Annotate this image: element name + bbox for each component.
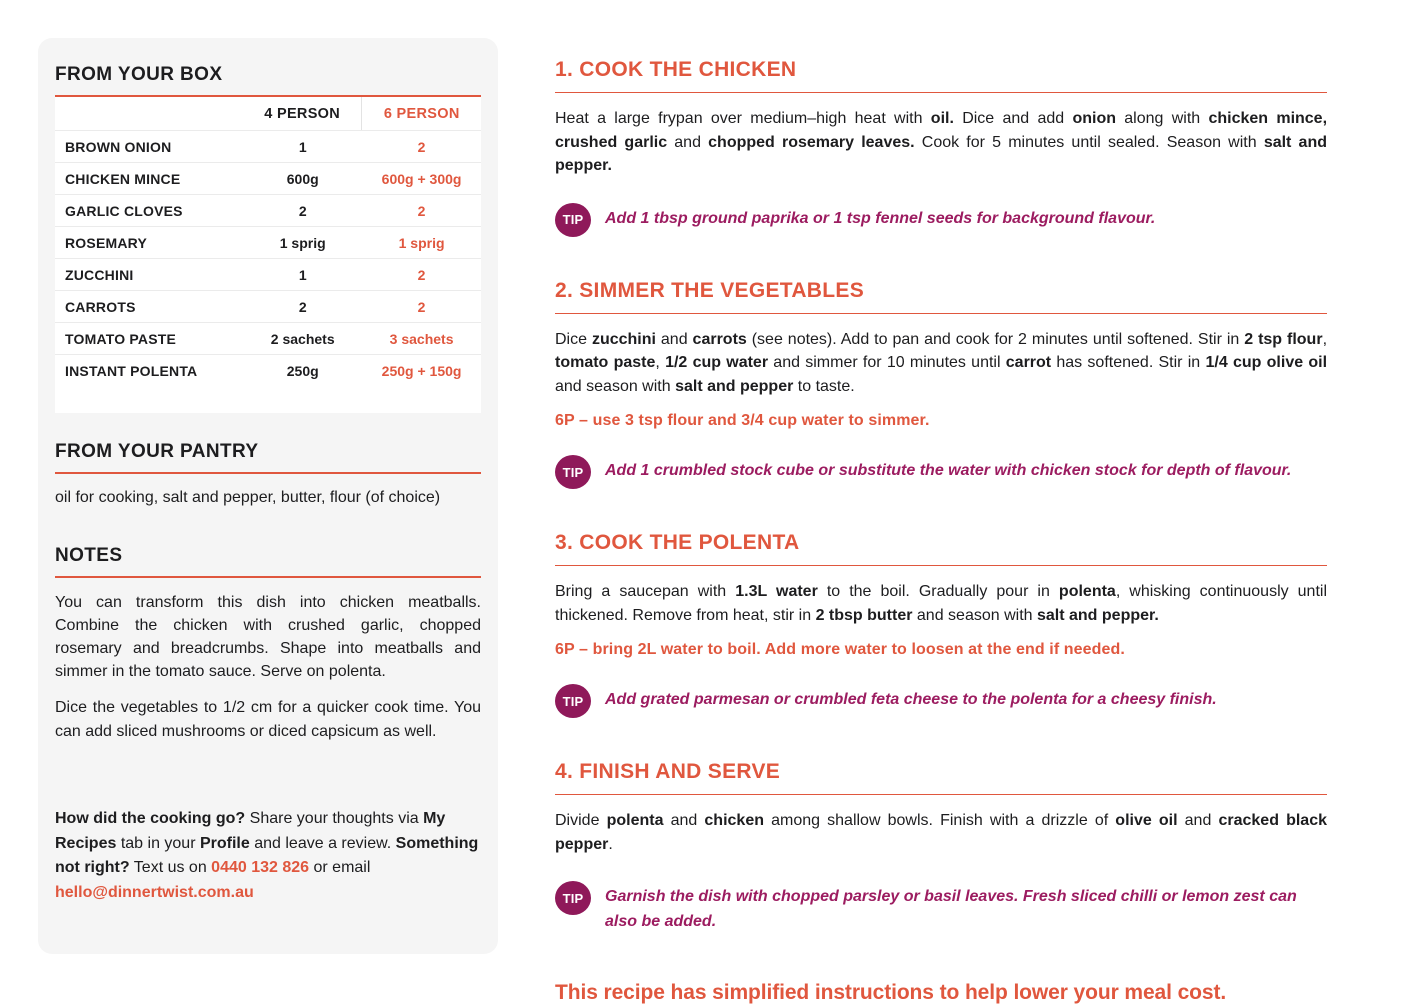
ingredients-table <box>55 97 481 413</box>
notes-paragraph: You can transform this dish into chicken meatballs. Combine the chicken with crushed garlic, chopped rosemary and breadcrumbs. Shape into meatballs and simmer in the tomato sauce. Serve on polenta. <box>55 593 481 681</box>
text-segment: carrot <box>1005 354 1052 372</box>
text-segment: Divide <box>555 812 607 830</box>
tip-badge-icon: TIP <box>555 203 591 237</box>
step-3-body <box>555 580 1327 627</box>
qty-4-person: 600g <box>286 170 319 187</box>
table-row <box>55 226 481 258</box>
text-segment: or email <box>309 859 371 877</box>
tip-badge-icon: TIP <box>555 881 591 915</box>
qty-4-person: 2 sachets <box>270 330 335 347</box>
text-segment: oil. <box>930 110 954 127</box>
text-segment: 2 tbsp butter <box>815 606 913 624</box>
tip-badge-icon: TIP <box>555 455 591 489</box>
simplified-instructions-note: This recipe has simplified instructions to help lower your meal cost. <box>555 980 1227 1004</box>
ingredient-name: ZUCCHINI <box>65 266 134 283</box>
text-segment: chicken mince, <box>1208 110 1328 127</box>
table-row <box>55 194 481 226</box>
ingredient-name: GARLIC CLOVES <box>65 202 183 219</box>
text-segment: and season with <box>555 377 676 395</box>
contact-block <box>55 807 481 906</box>
table-header-row <box>55 97 481 130</box>
tip-4 <box>555 881 1327 935</box>
text-segment: carrots <box>692 330 747 348</box>
text-segment: chopped rosemary leaves. <box>708 133 915 151</box>
tip-2-text: Add 1 crumbled stock cube or substitute the water with chicken stock for depth of flavour. <box>605 462 1292 480</box>
text-segment: and <box>663 812 705 830</box>
text-segment: chicken <box>704 812 764 830</box>
text-segment: Something not right? <box>55 834 479 877</box>
ingredient-name: INSTANT POLENTA <box>65 362 198 379</box>
qty-4-person: 1 sprig <box>279 234 326 251</box>
text-segment: salt and pepper. <box>555 133 1328 175</box>
phone-link[interactable]: 0440 132 826 <box>211 859 310 877</box>
table-row <box>55 130 481 162</box>
text-segment: and simmer for 10 minutes until <box>768 354 1006 372</box>
text-segment: has softened. Stir in <box>1051 354 1206 372</box>
text-segment: Dice <box>555 330 592 348</box>
step-2-title: 2. SIMMER THE VEGETABLES <box>555 279 1327 314</box>
ingredient-name: CHICKEN MINCE <box>65 170 181 187</box>
text-segment: salt and pepper <box>675 377 794 395</box>
text-segment: polenta <box>606 812 664 830</box>
header-4-person: 4 PERSON <box>264 105 341 122</box>
tip-1-text: Add 1 tbsp ground paprika or 1 tsp fennel seeds for background flavour. <box>605 209 1156 227</box>
text-segment: tab in your <box>116 834 200 852</box>
text-segment: 1/4 cup olive oil <box>1205 354 1328 372</box>
table-row <box>55 354 481 386</box>
step-2 <box>555 279 1327 490</box>
text-segment: Text us on <box>129 859 212 877</box>
qty-6-person: 250g + 150g <box>381 362 462 379</box>
from-your-box-title: FROM YOUR BOX <box>55 64 481 97</box>
tip-1 <box>555 203 1327 237</box>
text-segment: among shallow bowls. Finish with a drizzle of <box>764 812 1116 830</box>
tip-2 <box>555 455 1327 489</box>
notes-paragraph: Dice the vegetables to 1/2 cm for a quicker cook time. You can add sliced mushrooms or diced capsicum as well. <box>55 699 481 740</box>
text-segment: Dice and add <box>953 110 1073 127</box>
header-ingredient-cell <box>55 97 243 130</box>
qty-4-person: 250g <box>286 362 319 379</box>
instructions-column <box>555 38 1328 1004</box>
text-segment: salt and pepper. <box>1036 606 1159 624</box>
tip-badge-icon: TIP <box>555 684 591 718</box>
text-segment: along with <box>1116 110 1209 127</box>
text-segment: crushed garlic <box>555 133 668 151</box>
text-segment: Heat a large frypan over medium–high heat with <box>555 110 931 127</box>
tip-3 <box>555 684 1327 718</box>
qty-6-person: 2 <box>417 298 426 315</box>
table-row <box>55 290 481 322</box>
table-row <box>55 322 481 354</box>
tip-3-text: Add grated parmesan or crumbled feta cheese to the polenta for a cheesy finish. <box>605 691 1217 709</box>
table-row <box>55 258 481 290</box>
text-segment: Share your thoughts via <box>245 809 424 827</box>
step-1 <box>555 58 1327 237</box>
qty-6-person: 2 <box>417 202 426 219</box>
step-2-six-person-note: 6P – use 3 tsp flour and 3/4 cup water to simmer. <box>555 412 930 430</box>
qty-4-person: 2 <box>298 298 307 315</box>
text-segment: , <box>655 354 666 372</box>
step-4-title: 4. FINISH AND SERVE <box>555 760 1327 795</box>
tip-4-text: Garnish the dish with chopped parsley or basil leaves. Fresh sliced chilli or lemon zest can also be added. <box>605 888 1297 930</box>
step-1-title: 1. COOK THE CHICKEN <box>555 58 1327 93</box>
qty-4-person: 2 <box>298 202 307 219</box>
step-3-title: 3. COOK THE POLENTA <box>555 531 1327 566</box>
step-1-body <box>555 107 1327 178</box>
notes-title: NOTES <box>55 545 481 578</box>
qty-4-person: 1 <box>298 266 307 283</box>
text-segment: 2 tsp flour <box>1244 330 1323 348</box>
step-3 <box>555 531 1327 718</box>
text-segment: zucchini <box>591 330 656 348</box>
text-segment: (see notes). Add to pan and cook for 2 minutes until softened. Stir in <box>746 330 1245 348</box>
sidebar <box>38 38 498 954</box>
text-segment: to the boil. Gradually pour in <box>817 583 1059 601</box>
text-segment: onion <box>1072 110 1116 127</box>
text-segment: and <box>1177 812 1219 830</box>
text-segment: 1.3L water <box>735 583 818 601</box>
ingredient-name: CARROTS <box>65 298 136 315</box>
from-your-pantry-title: FROM YOUR PANTRY <box>55 441 481 474</box>
qty-6-person: 2 <box>417 138 426 155</box>
ingredient-name: BROWN ONION <box>65 138 172 155</box>
text-segment: polenta <box>1058 583 1116 601</box>
email-link[interactable]: hello@dinnertwist.com.au <box>55 884 254 902</box>
text-segment: and <box>655 330 693 348</box>
text-segment: Cook for 5 minutes until sealed. Season with <box>914 133 1264 151</box>
qty-6-person: 600g + 300g <box>381 170 462 187</box>
text-segment: 1/2 cup water <box>665 354 769 372</box>
ingredient-name: ROSEMARY <box>65 234 147 251</box>
text-segment: , <box>1322 330 1328 348</box>
text-segment: cracked black pepper <box>555 812 1328 853</box>
text-segment: Profile <box>199 834 250 852</box>
text-segment: Bring a saucepan with <box>555 583 736 601</box>
ingredient-name: TOMATO PASTE <box>65 330 177 347</box>
header-6-person: 6 PERSON <box>361 97 481 130</box>
table-row <box>55 162 481 194</box>
text-segment: olive oil <box>1115 812 1178 830</box>
qty-6-person: 2 <box>417 266 426 283</box>
text-segment: tomato paste <box>555 354 656 372</box>
step-4-body <box>555 809 1327 856</box>
qty-4-person: 1 <box>298 138 307 155</box>
step-3-six-person-note: 6P – bring 2L water to boil. Add more water to loosen at the end if needed. <box>555 641 1125 659</box>
text-segment: . <box>608 835 613 853</box>
text-segment: and <box>667 133 709 151</box>
text-segment: and leave a review. <box>249 834 396 852</box>
text-segment: to taste. <box>793 377 855 395</box>
step-2-body <box>555 328 1327 399</box>
qty-6-person: 1 sprig <box>398 234 445 251</box>
step-4 <box>555 760 1327 935</box>
qty-6-person: 3 sachets <box>389 330 454 347</box>
pantry-text: oil for cooking, salt and pepper, butter, flour (of choice) <box>55 489 441 506</box>
text-segment: How did the cooking go? <box>55 809 246 827</box>
text-segment: , whisking continuously until thickened. Remove from heat, stir in <box>555 583 1328 624</box>
text-segment: and season with <box>912 606 1037 624</box>
text-segment: My Recipes <box>55 809 446 852</box>
